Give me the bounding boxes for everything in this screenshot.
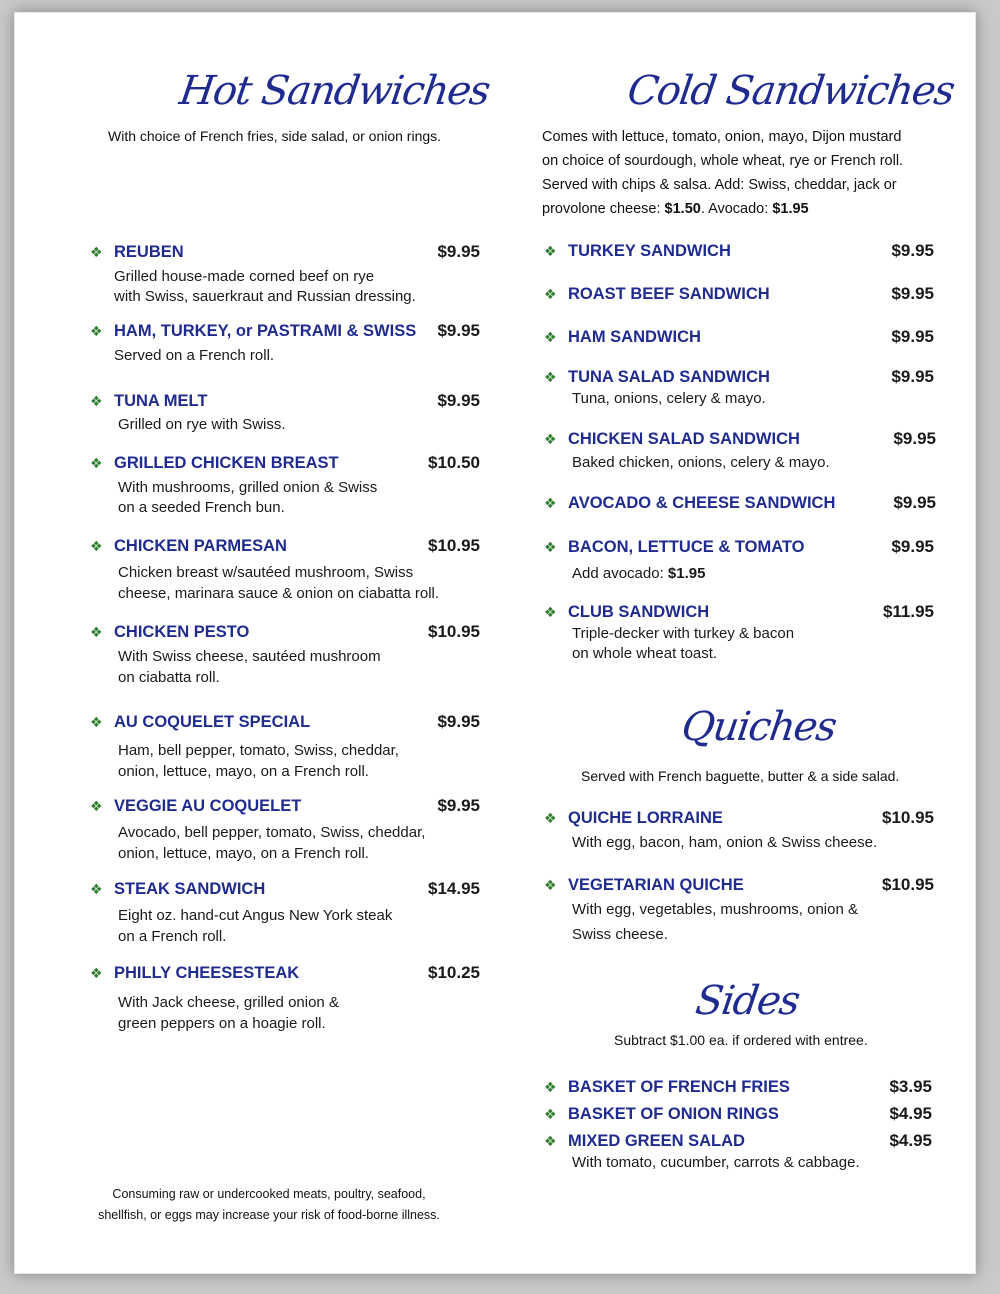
item-name: TUNA MELT	[114, 392, 208, 410]
item-name: TUNA SALAD SANDWICH	[568, 368, 770, 386]
item-name: QUICHE LORRAINE	[568, 809, 723, 827]
quiches-note: Served with French baguette, butter & a side salad.	[581, 768, 900, 784]
bullet-icon: ❖	[544, 369, 557, 385]
item-name: STEAK SANDWICH	[114, 880, 266, 898]
item-description: Add avocado: $1.95	[572, 565, 706, 582]
item-price: $9.95	[891, 284, 934, 303]
item-name: ROAST BEEF SANDWICH	[568, 285, 770, 303]
item-description: Grilled house-made corned beef on rye	[114, 268, 375, 285]
menu-item-roast-beef-sandwich	[544, 284, 934, 306]
item-price: $9.95	[891, 537, 934, 556]
hot-sandwiches-heading: Hot Sandwiches	[176, 68, 492, 114]
item-description: With egg, vegetables, mushrooms, onion &	[572, 901, 858, 918]
menu-item-au-coquelet-special	[90, 712, 480, 734]
item-description: With Swiss cheese, sautéed mushroom	[118, 648, 381, 665]
item-name: HAM SANDWICH	[568, 328, 701, 346]
bullet-icon: ❖	[544, 495, 557, 511]
item-price: $10.95	[882, 808, 934, 827]
menu-item-chicken-parmesan	[90, 536, 480, 558]
cheese-price: $1.50	[664, 201, 701, 217]
item-name: CLUB SANDWICH	[568, 603, 710, 621]
disclaimer-line: shellfish, or eggs may increase your risk of food-borne illness.	[98, 1208, 440, 1222]
item-price: $9.95	[891, 327, 934, 346]
item-description: With egg, bacon, ham, onion & Swiss cheese.	[572, 834, 878, 851]
item-price: $4.95	[889, 1104, 932, 1123]
bullet-icon: ❖	[90, 455, 103, 471]
item-description: Swiss cheese.	[572, 926, 668, 943]
menu-item-tuna-salad-sandwich	[544, 367, 934, 389]
bullet-icon: ❖	[544, 1079, 557, 1095]
item-price: $14.95	[428, 879, 480, 898]
item-description: Eight oz. hand-cut Angus New York steak	[118, 907, 393, 924]
menu-item-tuna-melt	[90, 391, 480, 413]
note-line: Comes with lettuce, tomato, onion, mayo, Dijon mustard	[542, 129, 902, 145]
item-price: $10.25	[428, 963, 480, 982]
item-price: $9.95	[891, 367, 934, 386]
bullet-icon: ❖	[90, 965, 103, 981]
item-description: with Swiss, sauerkraut and Russian dressing.	[114, 288, 416, 305]
menu-item-quiche-lorraine	[544, 808, 934, 830]
item-price: $10.50	[428, 453, 480, 472]
menu-item-grilled-chicken-breast	[90, 453, 480, 475]
item-description: Baked chicken, onions, celery & mayo.	[572, 454, 830, 471]
item-name: GRILLED CHICKEN BREAST	[114, 454, 339, 472]
menu-item-chicken-salad-sandwich	[544, 429, 936, 451]
item-description: Ham, bell pepper, tomato, Swiss, cheddar,	[118, 742, 399, 759]
item-description: With mushrooms, grilled onion & Swiss	[118, 479, 378, 496]
item-price: $9.95	[893, 429, 936, 448]
menu-item-mixed-green-salad	[544, 1131, 932, 1153]
menu-item-club-sandwich	[544, 602, 934, 624]
item-name: CHICKEN SALAD SANDWICH	[568, 430, 800, 448]
menu-item-avocado-cheese-sandwich	[544, 493, 936, 515]
menu-item-reuben	[90, 242, 480, 264]
item-description: With Jack cheese, grilled onion &	[118, 994, 339, 1011]
bullet-icon: ❖	[544, 877, 557, 893]
note-line: provolone cheese: $1.50. Avocado: $1.95	[542, 201, 809, 217]
item-description: Served on a French roll.	[114, 347, 275, 364]
item-price: $9.95	[437, 321, 480, 340]
item-name: VEGGIE AU COQUELET	[114, 797, 302, 815]
menu-item-steak-sandwich	[90, 879, 480, 901]
bullet-icon: ❖	[544, 1133, 557, 1149]
bullet-icon: ❖	[544, 329, 557, 345]
food-safety-disclaimer	[74, 1184, 464, 1226]
menu-item-ham-turkey-pastrami	[90, 321, 480, 343]
item-name: REUBEN	[114, 243, 184, 261]
hot-sandwiches-note: With choice of French fries, side salad, or onion rings.	[108, 128, 442, 144]
bullet-icon: ❖	[90, 323, 103, 339]
item-description: With tomato, cucumber, carrots & cabbage.	[572, 1154, 860, 1171]
item-description: Grilled on rye with Swiss.	[118, 416, 286, 433]
quiches-heading: Quiches	[678, 704, 839, 750]
item-price: $10.95	[428, 622, 480, 641]
bullet-icon: ❖	[544, 243, 557, 259]
sides-note: Subtract $1.00 ea. if ordered with entree.	[614, 1032, 868, 1048]
item-price: $4.95	[889, 1131, 932, 1150]
item-description: onion, lettuce, mayo, on a French roll.	[118, 763, 369, 780]
sides-heading: Sides	[692, 978, 802, 1024]
bullet-icon: ❖	[90, 624, 103, 640]
menu-item-french-fries	[544, 1077, 932, 1099]
item-price: $10.95	[428, 536, 480, 555]
item-description: on a seeded French bun.	[118, 499, 285, 516]
menu-item-veggie-au-coquelet	[90, 796, 480, 818]
menu-item-bacon-lettuce-tomato	[544, 537, 934, 559]
item-price: $9.95	[893, 493, 936, 512]
item-description: Avocado, bell pepper, tomato, Swiss, cheddar,	[118, 824, 426, 841]
avocado-price: $1.95	[772, 201, 809, 217]
cold-sandwiches-note	[542, 125, 962, 221]
menu-item-onion-rings	[544, 1104, 932, 1126]
item-description: Tuna, onions, celery & mayo.	[572, 390, 766, 407]
avocado-addon-price: $1.95	[667, 565, 706, 582]
item-description: green peppers on a hoagie roll.	[118, 1015, 326, 1032]
item-description: on whole wheat toast.	[572, 645, 718, 662]
bullet-icon: ❖	[544, 604, 557, 620]
item-name: CHICKEN PARMESAN	[114, 537, 287, 555]
item-description: Triple-decker with turkey & bacon	[572, 625, 795, 642]
item-price: $9.95	[437, 796, 480, 815]
bullet-icon: ❖	[544, 810, 557, 826]
item-price: $9.95	[891, 241, 934, 260]
menu-item-chicken-pesto	[90, 622, 480, 644]
menu-page	[14, 12, 976, 1274]
bullet-icon: ❖	[544, 539, 557, 555]
item-price: $9.95	[437, 391, 480, 410]
menu-item-philly-cheesesteak	[90, 963, 480, 985]
bullet-icon: ❖	[544, 1106, 557, 1122]
item-description: on ciabatta roll.	[118, 669, 220, 686]
bullet-icon: ❖	[90, 881, 103, 897]
item-name: PHILLY CHEESESTEAK	[114, 964, 300, 982]
item-name: MIXED GREEN SALAD	[568, 1132, 745, 1150]
note-line: Served with chips & salsa. Add: Swiss, cheddar, jack or	[542, 177, 897, 193]
menu-item-ham-sandwich	[544, 327, 934, 349]
item-description: Chicken breast w/sautéed mushroom, Swiss	[118, 564, 414, 581]
note-line: on choice of sourdough, whole wheat, rye or French roll.	[542, 153, 904, 169]
item-price: $9.95	[437, 712, 480, 731]
disclaimer-line: Consuming raw or undercooked meats, poultry, seafood,	[112, 1187, 426, 1201]
bullet-icon: ❖	[544, 286, 557, 302]
item-name: VEGETARIAN QUICHE	[568, 876, 744, 894]
bullet-icon: ❖	[90, 714, 103, 730]
bullet-icon: ❖	[544, 431, 557, 447]
menu-item-turkey-sandwich	[544, 241, 934, 263]
item-price: $3.95	[889, 1077, 932, 1096]
bullet-icon: ❖	[90, 538, 103, 554]
item-name: BASKET OF ONION RINGS	[568, 1105, 779, 1123]
bullet-icon: ❖	[90, 244, 103, 260]
item-description: on a French roll.	[118, 928, 227, 945]
item-description: onion, lettuce, mayo, on a French roll.	[118, 845, 369, 862]
item-price: $9.95	[437, 242, 480, 261]
item-name: TURKEY SANDWICH	[568, 242, 731, 260]
item-name: AU COQUELET SPECIAL	[114, 713, 311, 731]
item-name: HAM, TURKEY, or PASTRAMI & SWISS	[114, 322, 417, 340]
item-price: $10.95	[882, 875, 934, 894]
bullet-icon: ❖	[90, 798, 103, 814]
cold-sandwiches-heading: Cold Sandwiches	[624, 68, 957, 114]
item-name: BACON, LETTUCE & TOMATO	[568, 538, 805, 556]
item-price: $11.95	[882, 602, 934, 621]
item-description: cheese, marinara sauce & onion on ciabatta roll.	[118, 585, 440, 602]
bullet-icon: ❖	[90, 393, 103, 409]
item-name: AVOCADO & CHEESE SANDWICH	[568, 494, 836, 512]
menu-item-vegetarian-quiche	[544, 875, 934, 897]
item-name: CHICKEN PESTO	[114, 623, 250, 641]
item-name: BASKET OF FRENCH FRIES	[568, 1078, 790, 1096]
